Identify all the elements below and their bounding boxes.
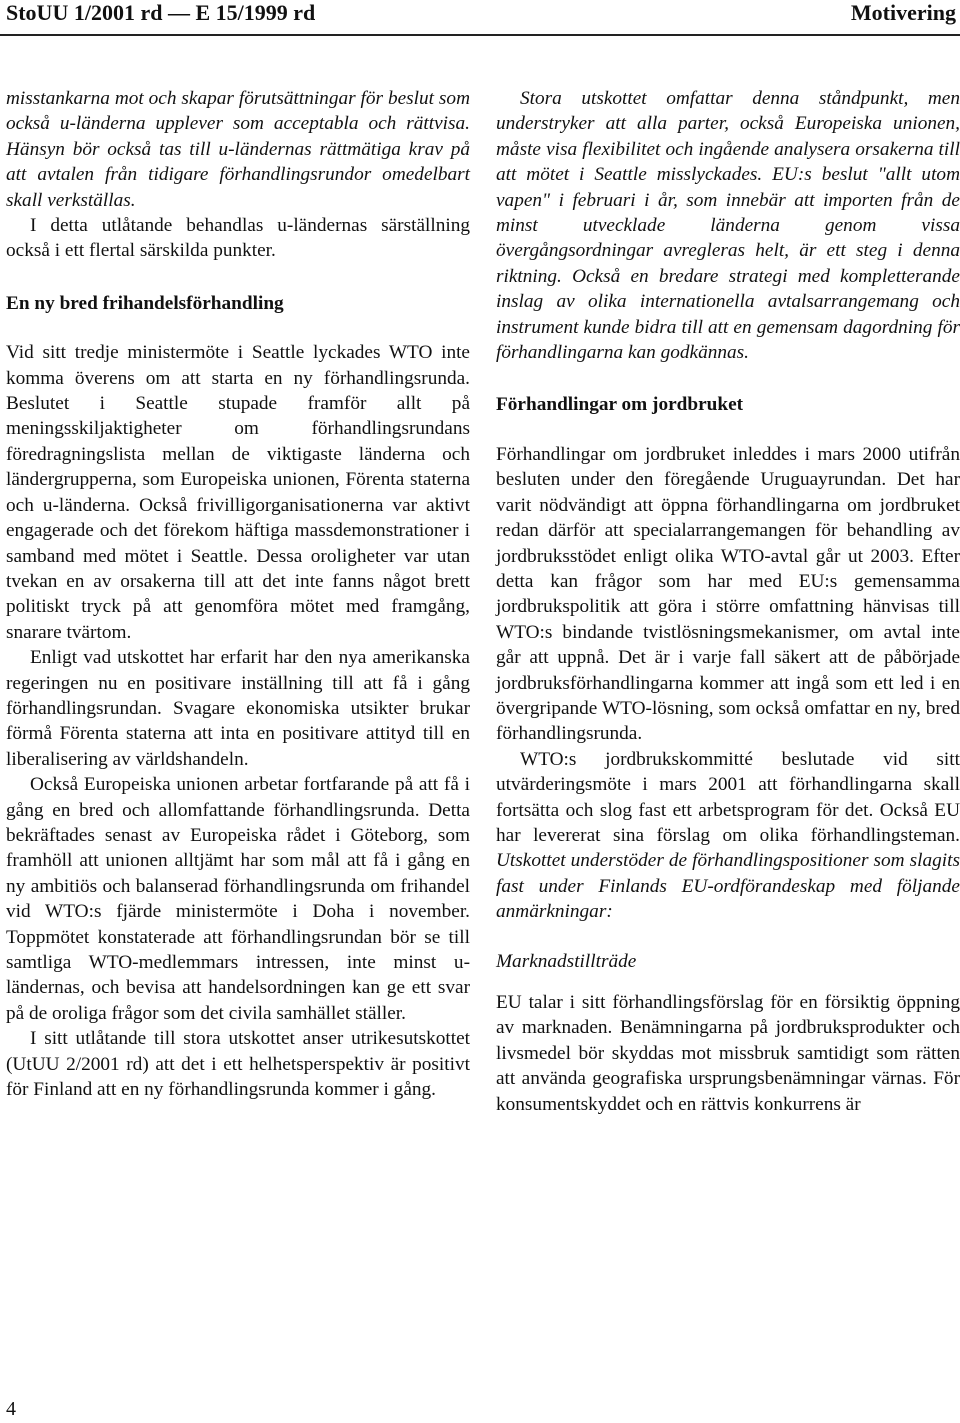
right-column <box>496 86 960 1117</box>
paragraph: I detta utlåtande behandlas u-ländernas särställning också i ett flertal särskilda punkter. <box>6 215 470 262</box>
paragraph: I sitt utlåtande till stora utskottet anser utrikesutskottet (UtUU 2/2001 rd) att det i ett helhetsperspektiv är positivt för Finland att en ny förhandlingsrunda kommer i gång. <box>6 1028 470 1101</box>
paragraph <box>496 747 960 925</box>
section-title: Motivering <box>850 0 956 25</box>
paragraph: Förhandlingar om jordbruket inleddes i mars 2000 utifrån besluten under den föregående Uruguayrundan. Det har varit nödvändigt att öppna förhandlingarna om jordbruket redan därför att specialarrangemangen för behandling av jordbruksstödet enligt olika WTO-avtal går ut 2003. Efter detta kan frågor som har med EU:s gemensamma jordbrukspolitik att göra i större omfattning hänvisas till WTO:s bindande tvistlösningsmekanismer, om avtal inte går att uppnå. Det är i varje fall säkert att de påbörjade jordbruksförhandlingarna kommer att ingå som ett led i en övergripande WTO-lösning, som också omfattar en ny, bred förhandlingsrunda. <box>496 443 960 745</box>
running-header <box>0 0 960 36</box>
section-heading: En ny bred frihandelsförhandling <box>6 292 284 314</box>
section-heading: Förhandlingar om jordbruket <box>496 394 744 416</box>
document-reference: StoUU 1/2001 rd — E 15/1999 rd <box>6 0 316 25</box>
paragraph-emphasis: Utskottet understöder de förhandlingspositioner som slagits fast under Finlands EU-ordförandeskap med följande anmärkningar: <box>496 850 960 923</box>
left-column <box>6 86 470 1102</box>
paragraph: Enligt vad utskottet har erfarit har den nya amerikanska regeringen nu en positivare inställning till att få i gång förhandlingsrundan. Svagare ekonomiska utsikter brukar förmå Förenta staterna att inta en positivare attityd till en liberalisering av världshandeln. <box>6 647 470 770</box>
paragraph: Också Europeiska unionen arbetar fortfarande på att få i gång en bred och allomfattande förhandlingsrunda. Detta bekräftades senast av Europeiska rådet i Göteborg, som framhöll att unionen alltjämt har som mål att få i gång en ny ambitiös och balanserad förhandlingsrunda om frihandel vid WTO:s fjärde ministermöte i Doha i november. Toppmötet konstaterade att förhandlingsrundan bör se till samtliga WTO-medlemmars intressen, inte minst u-ländernas, och bevisa att handelsordningen kan ge ett svar på de oroliga frågor som det civila samhället ställer. <box>6 774 470 1024</box>
header-rule <box>0 34 960 36</box>
paragraph: EU talar i sitt förhandlingsförslag för en försiktig öppning av marknaden. Benämningarna på jordbruksprodukter och livsmedel bör skyddas mot missbruk samtidigt som rätten att använda geografiska ursprungsbenämningar värnas. För konsumentskyddet och en rättvis konkurrens är <box>496 992 960 1115</box>
paragraph: Vid sitt tredje ministermöte i Seattle lyckades WTO inte komma överens om att starta en ny förhandlingsrunda. Beslutet i Seattle stupade framför allt på meningsskiljaktigheter om förhandlingsrundans föredragningslista mellan de viktigaste länderna och ländergrupperna, som Europeiska unionen, Förenta staterna och u-länderna. Också frivilligorganisationerna var aktivt engagerade och det förekom häftiga massdemonstrationer i samband med mötet i Seattle. Dessa oroligheter var utan tvekan en av orsakerna till att det inte fanns något brett politiskt tryck på att genomföra mötet med framgång, snarare tvärtom. <box>6 342 470 643</box>
subsection-heading: Marknadstillträde <box>496 950 637 972</box>
page-number: 4 <box>6 1398 16 1420</box>
paragraph-text: WTO:s jordbrukskommitté beslutade vid sitt utvärderingsmöte i mars 2001 att förhandlingarna skall fortsätta och slog fast ett arbetsprogram för det. Också EU har levererat sina förslag om olika förhandlingsteman. <box>496 748 960 846</box>
paragraph: Stora utskottet omfattar denna ståndpunkt, men understryker att alla parter, också Europeiska unionen, måste visa flexibilitet och ingående analysera orsakerna till att mötet i Seattle misslyckades. EU:s beslut "allt utom vapen" i februari i år, som innebär att importen från de minst utvecklade länderna genom vissa övergångsordningar avregleras helt, är ett steg i denna riktning. Också en bredare strategi med kompletterande inslag av olika internationella avtalsarrangemang och instrument kunde bidra till att en gemensam dagordning för förhandlingarna kan godkännas. <box>496 88 960 364</box>
paragraph: misstankarna mot och skapar förutsättningar för beslut som också u-länderna upplever som acceptabla och rättvisa. Hänsyn bör också tas till u-ländernas rättmätiga krav på att avtalen från tidigare förhandlingsrundor omedelbart skall verkställas. <box>6 88 470 211</box>
